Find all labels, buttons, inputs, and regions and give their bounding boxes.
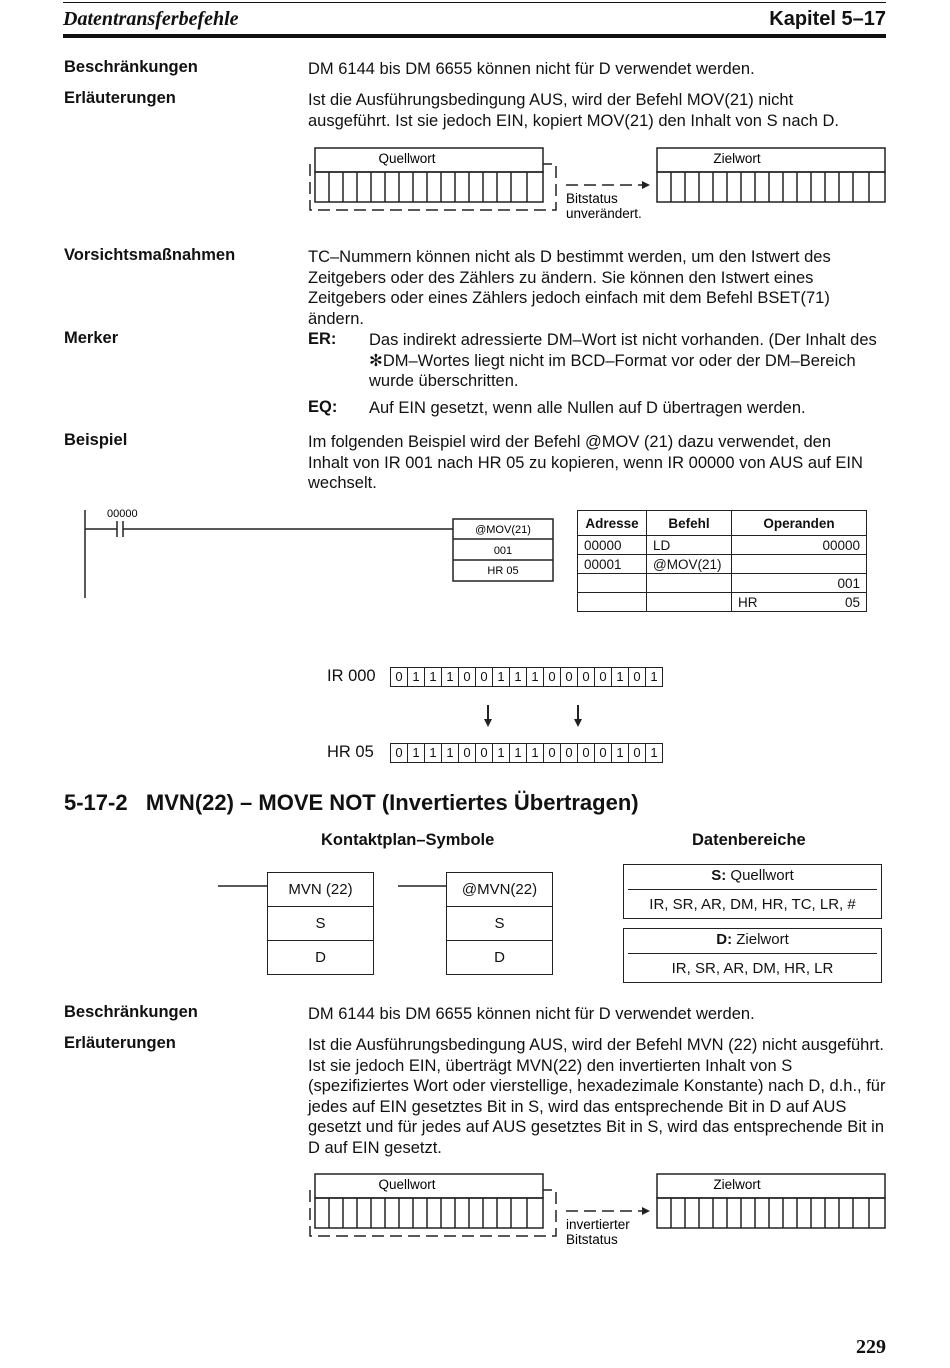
source-area-title: Quellwort xyxy=(726,867,794,884)
mvn-restrictions-text: DM 6144 bis DM 6655 können nicht für D verwendet werden. xyxy=(308,1005,755,1023)
table-cell: 00000 xyxy=(788,536,866,555)
mvn-symbol-name: MVN (22) xyxy=(268,873,373,907)
bit-cell: 0 xyxy=(629,744,646,762)
running-header-title: Datentransferbefehle xyxy=(63,8,239,30)
dest-word-box xyxy=(657,148,885,172)
table-cell: HR xyxy=(732,593,789,612)
example-text: Im folgenden Beispiel wird der Befehl @MOV (21) dazu verwendet, den Inhalt von IR 001 nach HR 05 zu kopieren, wenn IR 00000 von AUS auf EIN wechselt. xyxy=(308,433,863,492)
mvn-diff-operand-d: D xyxy=(494,949,505,966)
col-instruction-header: Befehl xyxy=(647,511,732,536)
bit-cell: 0 xyxy=(459,744,476,762)
source-area-bold: S: xyxy=(711,867,727,884)
bit-cell: 1 xyxy=(493,668,510,686)
header-rule xyxy=(63,34,886,38)
dest-word-label: Zielwort xyxy=(713,151,761,166)
precautions-label: Vorsichtsmaßnahmen xyxy=(64,246,236,264)
table-cell: 00000 xyxy=(578,536,647,555)
mvn-diff-symbol-box xyxy=(446,872,553,975)
down-arrow-icon xyxy=(484,719,492,727)
bit-cell: 0 xyxy=(595,668,612,686)
mvn-explanation-text: Ist die Ausführungsbedingung AUS, wird der Befehl MVN (22) nicht ausgeführt. Ist sie jedoch EIN, überträgt MVN(22) den invertierten Inhalt von S (spezifiziertes Wort oder vierstellige, hexadezimale Konstante) nach D, d.h., für jedes auf EIN gesetztes Bit in S, wird das entsprechende Bit in D auf AUS gesetzt und für jedes auf AUS gesetztes Bit in S, wird das entsprechende Bit in D auf EIN gesetzt. xyxy=(308,1036,886,1157)
source-word-label: Quellwort xyxy=(378,1177,436,1192)
dest-bit-row xyxy=(390,743,663,763)
bit-cell: 1 xyxy=(493,744,510,762)
bit-cell: 0 xyxy=(544,668,561,686)
bit-cell: 1 xyxy=(510,668,527,686)
bitstatus-note-2: unverändert. xyxy=(566,206,642,221)
down-arrow-icon xyxy=(574,719,582,727)
mvn-explanation-label: Erläuterungen xyxy=(64,1034,176,1052)
section-title: 5-17-2 MVN(22) – MOVE NOT (Invertiertes Übertragen) xyxy=(64,790,639,815)
bit-cell: 1 xyxy=(612,744,629,762)
restrictions-text: DM 6144 bis DM 6655 können nicht für D verwendet werden. xyxy=(308,60,755,78)
table-cell xyxy=(732,555,789,574)
source-area-values: IR, SR, AR, DM, HR, TC, LR, # xyxy=(649,896,856,913)
header-top-rule xyxy=(63,2,886,3)
ladder-diagram xyxy=(80,505,560,605)
bit-cell: 1 xyxy=(650,669,658,684)
table-cell xyxy=(647,593,732,612)
mov-transfer-diagram xyxy=(300,140,900,230)
dest-area-bold: D: xyxy=(716,931,733,948)
table-cell xyxy=(788,555,866,574)
col-operands-header: Operanden xyxy=(732,511,867,536)
dest-area-title: Zielwort xyxy=(732,931,789,948)
mvn-symbol-box xyxy=(267,872,374,975)
restrictions-label: Beschränkungen xyxy=(64,58,198,76)
flag-er-name: ER: xyxy=(308,330,337,348)
source-bit-cells xyxy=(315,1198,543,1228)
mvn-transfer-diagram xyxy=(300,1166,900,1256)
table-cell xyxy=(578,574,647,593)
mvn-diff-symbol-name: @MVN(22) xyxy=(447,873,552,907)
bit-cell: 1 xyxy=(408,744,425,762)
bit-cell: 0 xyxy=(578,668,595,686)
bit-cell: 1 xyxy=(442,668,459,686)
table-cell xyxy=(732,536,789,555)
bit-cell: 0 xyxy=(391,744,408,762)
mvn-operand-d: D xyxy=(315,949,326,966)
flag-eq-name: EQ: xyxy=(308,398,338,416)
bit-cell: 1 xyxy=(425,668,442,686)
inverted-note-2: Bitstatus xyxy=(566,1232,618,1247)
table-cell: 001 xyxy=(788,574,866,593)
bit-cell: 1 xyxy=(425,744,442,762)
source-bit-row xyxy=(390,667,663,687)
mvn-operand-s: S xyxy=(268,907,373,941)
table-cell xyxy=(647,574,732,593)
table-row xyxy=(578,593,867,612)
table-row xyxy=(578,536,867,555)
explanation-text: Ist die Ausführungsbedingung AUS, wird der Befehl MOV(21) nicht ausgeführt. Ist sie jedoch EIN, kopiert MOV(21) den Inhalt von S nach D. xyxy=(308,91,840,130)
copy-arrows xyxy=(480,703,590,729)
precautions-text: TC–Nummern können nicht als D bestimmt werden, um den Istwert des Zeitgebers oder des Zählers zu ändern. Sie können den Istwert eines Zeitgebers oder eines Zählers jedoch einfach mit dem Befehl BSET(71) ändern. xyxy=(308,248,831,328)
bit-cell: 1 xyxy=(612,668,629,686)
operand-source: 001 xyxy=(493,545,513,557)
bit-cell: 0 xyxy=(459,668,476,686)
table-cell: @MOV(21) xyxy=(647,555,732,574)
dest-area-values: IR, SR, AR, DM, HR, LR xyxy=(671,960,834,977)
bit-cell: 1 xyxy=(650,745,658,760)
table-header-row xyxy=(578,511,867,536)
bit-cell: 0 xyxy=(561,744,578,762)
chapter-label: Kapitel 5–17 xyxy=(769,8,886,30)
mvn-diff-operand-s: S xyxy=(447,907,552,941)
table-cell: LD xyxy=(647,536,732,555)
data-areas-heading: Datenbereiche xyxy=(692,831,806,849)
bit-cell: 1 xyxy=(442,744,459,762)
col-address-header: Adresse xyxy=(578,511,647,536)
table-row xyxy=(578,574,867,593)
bit-cell: 0 xyxy=(578,744,595,762)
bit-cell: 0 xyxy=(476,668,493,686)
instruction-name: @MOV(21) xyxy=(475,524,531,536)
bit-cell: 0 xyxy=(629,668,646,686)
dest-register-label: HR 05 xyxy=(327,743,374,761)
table-cell xyxy=(578,593,647,612)
arrow-head-icon xyxy=(642,181,650,189)
inverted-note-1: invertierter xyxy=(566,1217,630,1232)
example-label: Beispiel xyxy=(64,431,128,449)
dest-word-box xyxy=(657,1174,885,1198)
dest-word-label: Zielwort xyxy=(713,1177,761,1192)
explanation-label: Erläuterungen xyxy=(64,89,176,107)
contact-address: 00000 xyxy=(107,508,138,520)
table-row xyxy=(578,555,867,574)
bit-cell: 1 xyxy=(527,668,544,686)
arrow-head-icon xyxy=(642,1207,650,1215)
dest-bit-cells xyxy=(657,1198,885,1228)
ladder-symbols-heading: Kontaktplan–Symbole xyxy=(321,831,495,849)
source-area-box xyxy=(623,864,882,919)
table-cell xyxy=(732,574,789,593)
source-register-label: IR 000 xyxy=(327,667,376,685)
mvn-restrictions-label: Beschränkungen xyxy=(64,1003,198,1021)
flags-label: Merker xyxy=(64,329,119,347)
table-cell: 00001 xyxy=(578,555,647,574)
bit-cell: 0 xyxy=(476,744,493,762)
dest-area-box xyxy=(623,928,882,983)
bit-cell: 0 xyxy=(544,744,561,762)
source-word-label: Quellwort xyxy=(378,151,436,166)
flag-eq-text: Auf EIN gesetzt, wenn alle Nullen auf D übertragen werden. xyxy=(369,399,806,417)
bit-cell: 1 xyxy=(527,744,544,762)
bit-cell: 0 xyxy=(391,668,408,686)
flag-er-text: Das indirekt adressierte DM–Wort ist nicht vorhanden. (Der Inhalt des ✻DM–Wortes liegt nicht im BCD–Format vor oder der DM–Bereich wurde überschritten. xyxy=(369,331,877,390)
mnemonic-table xyxy=(577,510,867,612)
source-bit-cells xyxy=(315,172,543,202)
bit-cell: 0 xyxy=(561,668,578,686)
bit-cell: 1 xyxy=(510,744,527,762)
table-cell: 05 xyxy=(788,593,866,612)
dest-bit-cells xyxy=(657,172,885,202)
page-number: 229 xyxy=(856,1336,886,1358)
bit-cell: 0 xyxy=(595,744,612,762)
operand-dest: HR 05 xyxy=(487,565,519,577)
bit-cell: 1 xyxy=(408,668,425,686)
bitstatus-note-1: Bitstatus xyxy=(566,191,618,206)
